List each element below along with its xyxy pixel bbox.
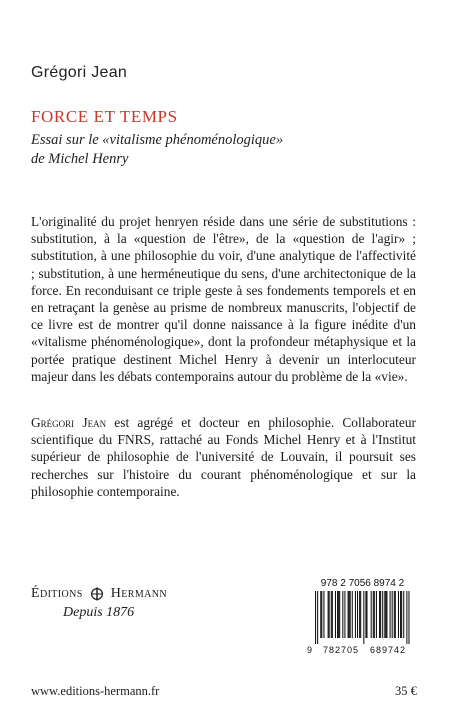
barcode-bar — [408, 591, 409, 644]
bio-author-name: Grégori Jean — [31, 415, 107, 430]
publisher-name-right: Hermann — [110, 586, 167, 601]
barcode-bar — [339, 591, 340, 638]
price-label: 35 € — [395, 684, 417, 698]
barcode-bar — [331, 591, 332, 638]
barcode-bar — [363, 591, 364, 644]
barcode-bar — [382, 591, 383, 638]
barcode-bar — [395, 591, 396, 638]
barcode-bar — [394, 591, 395, 638]
barcode-bar — [400, 591, 401, 638]
barcode-bar — [366, 591, 367, 638]
barcode-bar — [352, 591, 353, 638]
barcode-bar — [329, 591, 330, 638]
barcode-bar — [374, 591, 375, 638]
subtitle-line-1: Essai sur le «vitalisme phénoménologique» — [31, 132, 284, 148]
barcode-graphic — [305, 591, 420, 656]
barcode-bar — [380, 591, 381, 638]
hermann-emblem-icon — [90, 587, 104, 601]
barcode-bar — [350, 591, 351, 638]
isbn-leading-digit: 9 — [307, 645, 313, 655]
book-title: FORCE ET TEMPS — [31, 107, 178, 126]
barcode-bar — [344, 591, 345, 638]
subtitle-line-2: de Michel Henry — [31, 151, 129, 167]
barcode-bar — [390, 591, 391, 638]
barcode-bar — [357, 591, 358, 638]
barcode-bar — [373, 591, 374, 638]
barcode-bar — [359, 591, 360, 638]
barcode-bar — [355, 591, 356, 638]
barcode-bar — [360, 591, 361, 638]
barcode-bar — [337, 591, 338, 638]
book-summary: L'originalité du projet henryen réside dans une série de substitutions : substitution, à la «question de l'être», de la «question de l'agir» ; substitution, à une philosophie du voir, d'une analytique de l'affectivité ; substitution, à une herméneutique du sens, d'une architectonique de la force. En reconduisant ce triple geste à ses fondements temporels et en en retraçant la genèse au prisme de nombreux manuscrits, l'objectif de ce livre est de montrer qu'il donne naissance à la figure inédite d'un «vitalisme phénoménologique», dont la profondeur métaphysique et la portée pratique destinent Michel Henry à devenir un interlocuteur majeur dans les débats contemporains autour du problème de la «vie». — [31, 214, 416, 384]
barcode-bar — [323, 591, 324, 638]
barcode-bar — [403, 591, 404, 638]
isbn-left-group: 782705 — [322, 645, 360, 655]
publisher-name-left: Éditions — [31, 586, 83, 601]
barcode-bar — [320, 591, 321, 638]
barcode-bar — [315, 591, 316, 644]
barcode-bar — [348, 591, 349, 638]
isbn-top-number: 978 2 7056 8974 2 — [320, 578, 405, 589]
barcode-bar — [398, 591, 399, 638]
author-bio — [31, 414, 416, 500]
barcode-bar — [406, 591, 407, 644]
barcode-bar — [392, 591, 393, 638]
barcode-bar — [349, 591, 350, 638]
barcode-bar — [335, 591, 336, 638]
barcode-bar — [328, 591, 329, 638]
barcode-bar — [384, 591, 385, 638]
barcode-bar — [385, 591, 386, 638]
bio-text: est agrégé et docteur en philosophie. Collaborateur scientifique du FNRS, rattaché au Fonds Michel Henry et à l'Institut supérieur de philosophie de l'université de Louvain, il poursuit ses recherches sur l'histoire du courant phénoménologique et sur la philosophie contemporaine. — [31, 415, 416, 499]
barcode-bar — [321, 591, 322, 638]
barcode-bar — [342, 591, 343, 638]
barcode-bar — [376, 591, 377, 638]
publisher-logo — [31, 586, 167, 602]
barcode-bar — [338, 591, 339, 638]
author-name: Grégori Jean — [31, 64, 128, 81]
barcode-bar — [371, 591, 372, 638]
barcode-bar — [365, 591, 366, 638]
barcode-bar — [332, 591, 333, 638]
publisher-website: www.editions-hermann.fr — [31, 684, 160, 698]
isbn-right-group: 689742 — [369, 645, 407, 655]
isbn-barcode — [305, 578, 420, 656]
barcode-bar — [386, 591, 387, 638]
barcode-bar — [317, 591, 318, 644]
book-subtitle — [31, 131, 283, 169]
publisher-since: Depuis 1876 — [63, 605, 135, 620]
barcode-bar — [401, 591, 402, 638]
barcode-bar — [379, 591, 380, 638]
